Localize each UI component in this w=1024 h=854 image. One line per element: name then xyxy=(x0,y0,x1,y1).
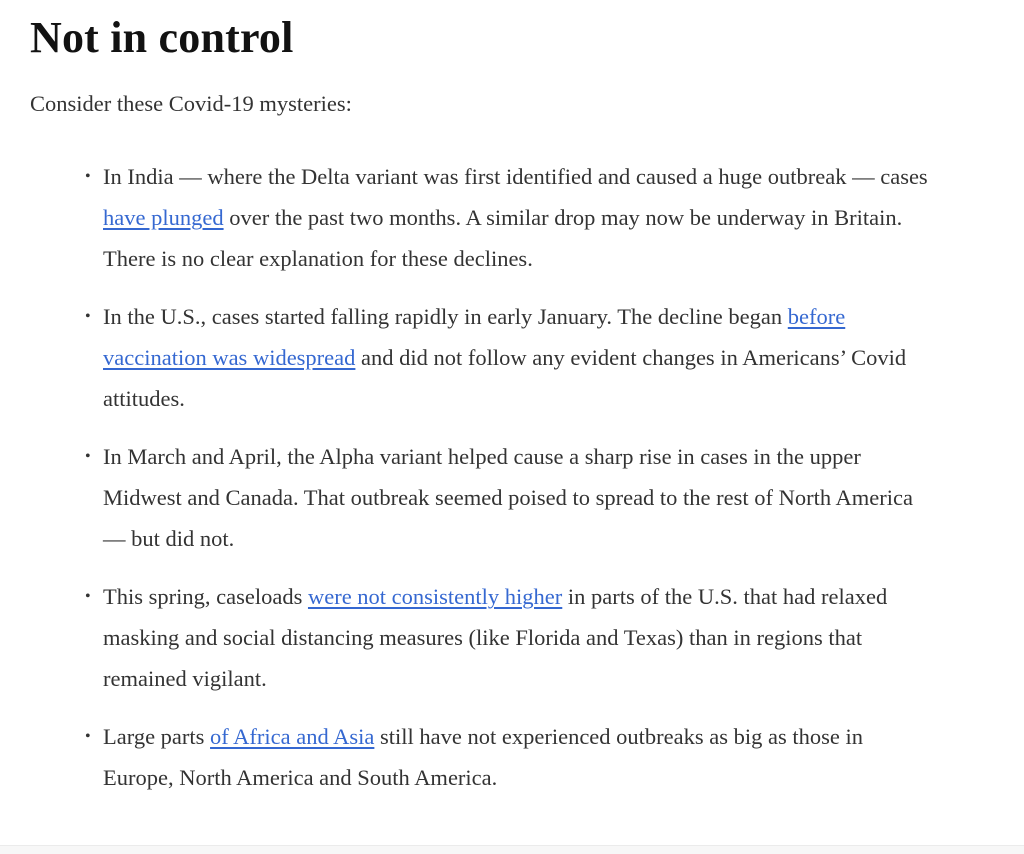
body-text: In India — where the Delta variant was first identified and caused a huge outbreak — cases xyxy=(103,164,928,190)
body-text: Large parts xyxy=(103,724,211,750)
inline-link[interactable]: before vaccination was widespread xyxy=(103,304,846,371)
body-text: still have not experienced outbreaks as big as those in Europe, North America and South America. xyxy=(103,724,863,791)
article xyxy=(0,14,1024,798)
inline-link[interactable]: of Africa and Asia xyxy=(210,724,375,750)
list-item xyxy=(85,576,933,699)
body-text: and did not follow any evident changes in Americans’ Covid attitudes. xyxy=(103,345,907,412)
bullet-list xyxy=(30,156,994,798)
inline-link[interactable]: were not consistently higher xyxy=(307,584,563,610)
page-title: Not in control xyxy=(30,13,294,62)
body-text: over the past two months. A similar drop may now be underway in Britain. There is no clear explanation for these declines. xyxy=(103,205,903,272)
body-text: in parts of the U.S. that had relaxed masking and social distancing measures (like Florida and Texas) than in regions that remained vigilant. xyxy=(103,584,888,692)
list-item xyxy=(85,436,933,559)
inline-link[interactable]: have plunged xyxy=(103,205,224,231)
list-item xyxy=(85,156,933,279)
body-text: This spring, caseloads xyxy=(103,584,308,610)
body-text: In March and April, the Alpha variant helped cause a sharp rise in cases in the upper Midwest and Canada. That outbreak seemed poised to spread to the rest of North America — but did not. xyxy=(103,444,913,552)
list-item xyxy=(85,716,933,798)
intro-paragraph: Consider these Covid-19 mysteries: xyxy=(30,91,352,117)
list-item xyxy=(85,296,933,419)
next-section-edge xyxy=(0,845,1024,854)
body-text: In the U.S., cases started falling rapidly in early January. The decline began xyxy=(103,304,788,330)
